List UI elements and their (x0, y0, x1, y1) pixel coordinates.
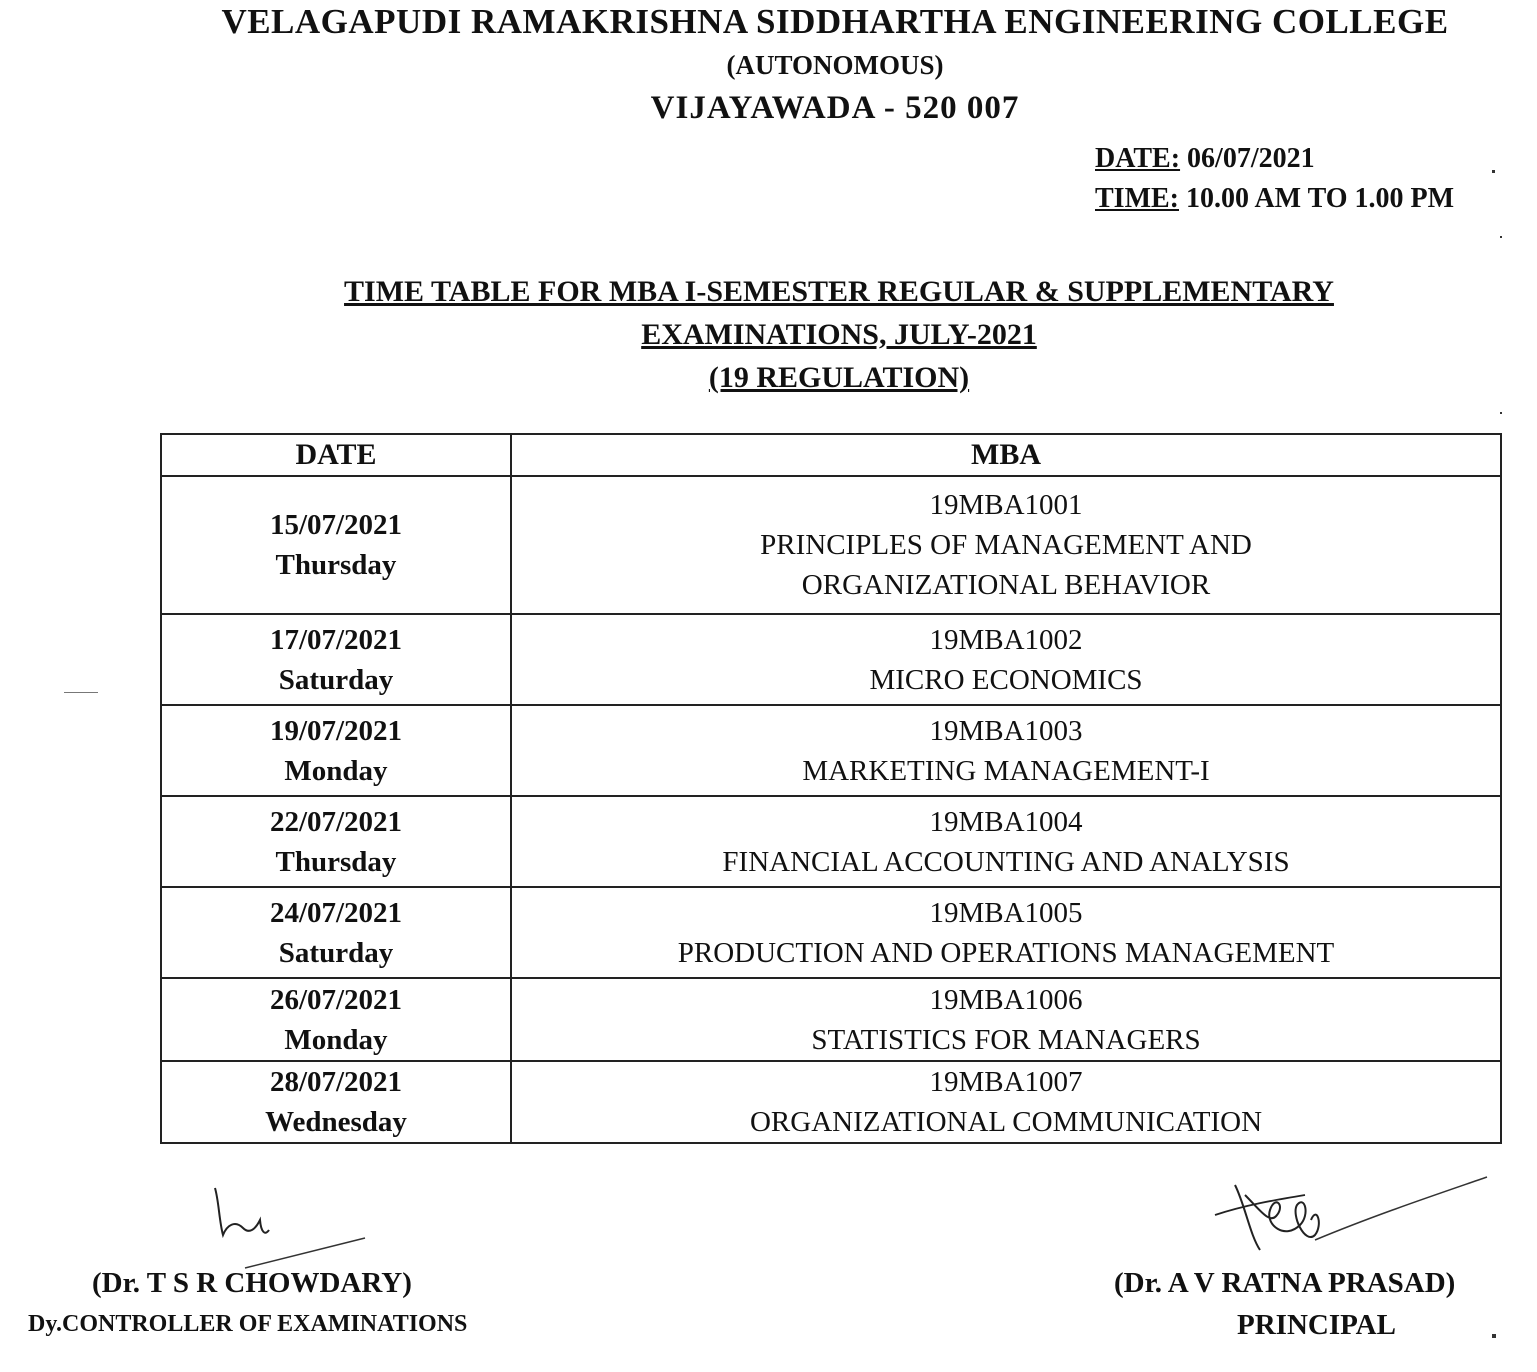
exam-subject-cell (511, 614, 1501, 705)
exam-date-cell (161, 614, 511, 705)
timetable-title-line-2: EXAMINATIONS, JULY-2021 (641, 318, 1037, 351)
exam-date-cell (161, 705, 511, 796)
table-row (161, 476, 1501, 614)
subject-name: STATISTICS FOR MANAGERS (811, 1023, 1201, 1056)
subject-name: FINANCIAL ACCOUNTING AND ANALYSIS (722, 845, 1290, 878)
table-row (161, 705, 1501, 796)
left-signatory-name: (Dr. T S R CHOWDARY) (92, 1267, 412, 1299)
exam-subject-cell (511, 887, 1501, 978)
exam-timetable (160, 433, 1502, 1144)
subject-name: ORGANIZATIONAL COMMUNICATION (749, 1106, 1263, 1138)
exam-subject-cell (511, 476, 1501, 614)
column-header-mba: MBA (511, 434, 1501, 476)
date-value: 06/07/2021 (1187, 143, 1315, 174)
exam-date: 15/07/2021 (269, 509, 403, 541)
left-signatory-title: Dy.CONTROLLER OF EXAMINATIONS (28, 1311, 468, 1337)
time-value: 10.00 AM TO 1.00 PM (1186, 183, 1455, 214)
college-city: VIJAYAWADA - 520 007 (650, 90, 1020, 126)
exam-date: 26/07/2021 (269, 983, 403, 1016)
table-row (161, 1061, 1501, 1143)
subject-code: 19MBA1002 (929, 623, 1083, 656)
exam-date-cell (161, 887, 511, 978)
scan-dot (1492, 1334, 1496, 1338)
subject-name: ORGANIZATIONAL BEHAVIOR (801, 569, 1211, 601)
exam-date-cell (161, 1061, 511, 1143)
exam-date: 28/07/2021 (269, 1066, 403, 1098)
exam-date: 22/07/2021 (269, 805, 403, 838)
subject-name: MICRO ECONOMICS (869, 663, 1143, 696)
subject-name: PRODUCTION AND OPERATIONS MANAGEMENT (677, 936, 1335, 969)
exam-date: 24/07/2021 (269, 896, 403, 929)
table-row (161, 614, 1501, 705)
exam-date: 17/07/2021 (269, 623, 403, 656)
table-header-row (161, 434, 1501, 476)
scan-dot (1500, 412, 1502, 414)
subject-code: 19MBA1006 (929, 983, 1083, 1016)
exam-subject-cell (511, 796, 1501, 887)
notice-date (1095, 143, 1315, 175)
exam-date-cell (161, 796, 511, 887)
exam-subject-cell (511, 705, 1501, 796)
scan-dot (1492, 170, 1495, 173)
exam-day: Monday (284, 754, 388, 787)
table-row (161, 887, 1501, 978)
scan-dot (1500, 236, 1502, 238)
exam-day: Saturday (278, 663, 394, 696)
subject-name: PRINCIPLES OF MANAGEMENT AND (760, 529, 1252, 561)
column-header-date: DATE (161, 434, 511, 476)
table-row (161, 796, 1501, 887)
exam-day: Thursday (275, 549, 397, 581)
exam-day: Monday (284, 1023, 388, 1056)
subject-code: 19MBA1001 (929, 489, 1083, 521)
subject-code: 19MBA1007 (929, 1066, 1083, 1098)
subject-code: 19MBA1004 (929, 805, 1083, 838)
time-label: TIME: (1095, 183, 1179, 214)
right-signatory-name: (Dr. A V RATNA PRASAD) (1114, 1267, 1456, 1299)
autonomous-label: (AUTONOMOUS) (726, 50, 944, 80)
exam-date-cell (161, 978, 511, 1061)
subject-code: 19MBA1003 (929, 714, 1083, 747)
exam-time (1095, 183, 1454, 215)
exam-date-cell (161, 476, 511, 614)
table-row (161, 978, 1501, 1061)
scan-dash (64, 692, 98, 693)
date-label: DATE: (1095, 143, 1181, 174)
exam-date: 19/07/2021 (269, 714, 403, 747)
subject-name: MARKETING MANAGEMENT-I (802, 754, 1210, 787)
exam-subject-cell (511, 978, 1501, 1061)
timetable-body (161, 476, 1501, 1143)
timetable-title-line-1: TIME TABLE FOR MBA I-SEMESTER REGULAR & SUPPLEMENTARY (344, 275, 1334, 308)
right-signatory-title: PRINCIPAL (1237, 1309, 1396, 1341)
college-name: VELAGAPUDI RAMAKRISHNA SIDDHARTHA ENGINEERING COLLEGE (221, 2, 1449, 41)
exam-day: Wednesday (265, 1106, 407, 1138)
exam-subject-cell (511, 1061, 1501, 1143)
signature-left (205, 1180, 375, 1270)
exam-day: Saturday (278, 936, 394, 969)
exam-day: Thursday (275, 845, 397, 878)
timetable-title-line-3: (19 REGULATION) (708, 361, 970, 394)
subject-code: 19MBA1005 (929, 896, 1083, 929)
